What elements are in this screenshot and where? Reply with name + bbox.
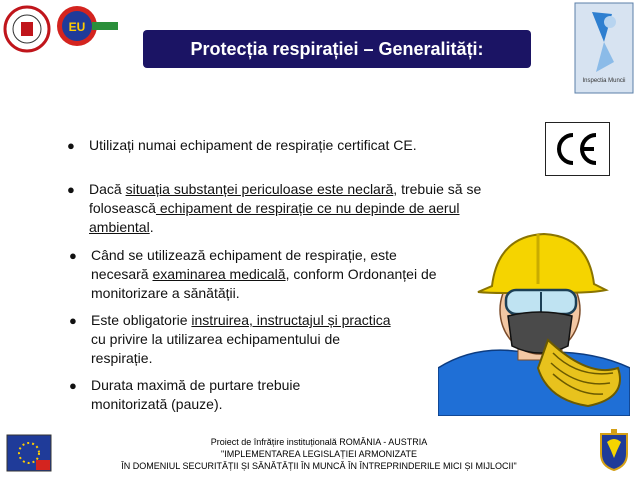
round-seal-logo (5, 7, 49, 51)
bullet-text-part: Este obligatorie (91, 312, 192, 328)
eu-badge-text: EU (68, 20, 86, 34)
ce-mark-icon (546, 123, 609, 175)
page-title (143, 30, 531, 68)
inspectia-muncii-logo (574, 2, 634, 94)
bullet-dot: ● (67, 138, 75, 153)
bullet-underlined-text: situația substanței periculoase este neclară (125, 181, 394, 197)
bullet-dot: ● (67, 182, 75, 197)
eu-badge-logo (57, 6, 118, 46)
partner-logos (2, 4, 120, 54)
inspectia-muncii-label: Inspectia Muncii (582, 78, 626, 84)
bullet-text-part: Dacă (89, 181, 126, 197)
bullet-underlined-text: echipament de respirație ce nu depinde de aerul ambiental (89, 200, 460, 235)
bullet-wear-duration (69, 376, 331, 414)
footer-line-3: ÎN DOMENIUL SECURITĂȚII ȘI SĂNĂTĂȚII ÎN MUNCĂ ÎN ÎNTREPRINDERILE MICI ȘI MIJLOCII" (121, 461, 517, 471)
bullet-text-part: . (149, 219, 154, 235)
bullet-training (69, 311, 391, 368)
bullet-dot: ● (69, 313, 77, 328)
bullet-text-part: cu privire la utilizarea echipamentului de respirație. (91, 331, 341, 366)
eu-flag-logo (6, 434, 52, 472)
romania-coat-of-arms-icon (597, 428, 631, 472)
ce-mark-box (545, 122, 610, 176)
worker-respirator-illustration (438, 228, 630, 416)
bullet-dot: ● (69, 248, 77, 263)
bullet-underlined-text: instruirea, instructajul și practica (191, 312, 391, 328)
bullet-medical-exam (69, 246, 446, 303)
bullet-text: Durata maximă de purtare trebuie monitorizată (pauze). (91, 377, 301, 412)
hard-hat-icon (478, 234, 606, 293)
bullet-text: Utilizați numai echipament de respirație certificat CE. (89, 137, 417, 153)
bullet-text-part: , trebuie să se folosească (89, 181, 482, 216)
bullet-ce-equipment (67, 136, 529, 155)
footer-line-2: "IMPLEMENTAREA LEGISLAȚIEI ARMONIZATE (221, 449, 417, 459)
bullet-underlined-text: examinarea medicală (152, 266, 286, 282)
footer-project-text (110, 436, 528, 472)
bullet-text-part: , conform Ordonanței de monitorizare a sănătății. (91, 266, 437, 301)
bullet-text-part: Când se utilizează echipament de respirație, este necesară (91, 247, 397, 282)
bullet-dot: ● (69, 378, 77, 393)
footer-line-1: Proiect de înfrățire instituțională ROMÂNIA - AUSTRIA (210, 437, 428, 447)
page-title-text: Protecția respirației – Generalități: (190, 38, 484, 59)
